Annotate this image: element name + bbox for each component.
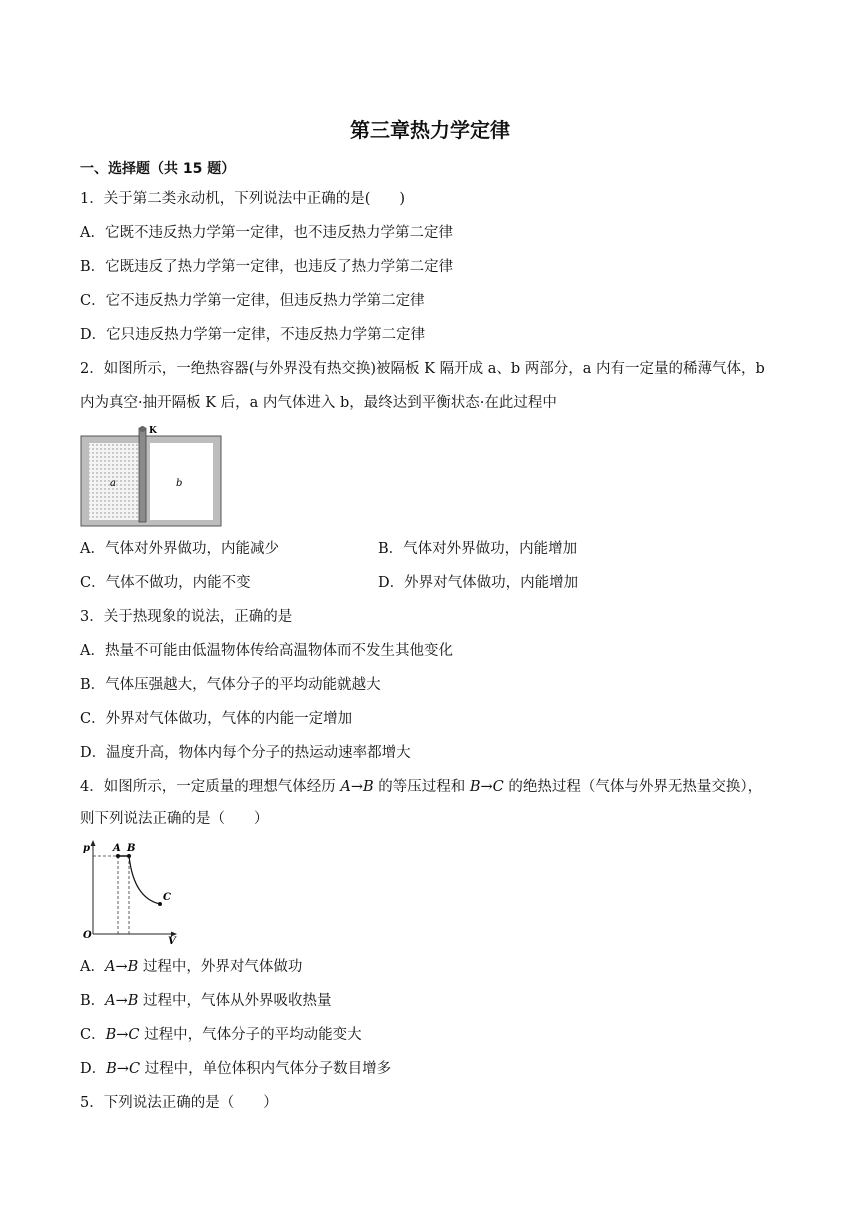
label-point-b: B bbox=[127, 843, 136, 854]
q3-option-c: C．外界对气体做功，气体的内能一定增加 bbox=[80, 711, 353, 727]
pv-diagram-figure bbox=[80, 838, 182, 946]
label-k: K bbox=[149, 426, 157, 436]
q2-stem-line2: 内为真空·抽开隔板 K 后，a 内气体进入 b，最终达到平衡状态·在此过程中 bbox=[80, 395, 557, 411]
q5-stem: 5．下列说法正确的是（ ） bbox=[80, 1095, 278, 1111]
q2-option-d: D．外界对气体做功，内能增加 bbox=[378, 575, 579, 591]
q2-option-b: B．气体对外界做功，内能增加 bbox=[378, 541, 578, 557]
point-b bbox=[127, 854, 131, 858]
q2-option-c: C．气体不做功，内能不变 bbox=[80, 575, 251, 591]
q4-stem-line1: 4．如图所示，一定质量的理想气体经历 A→B 的等压过程和 B→C 的绝热过程（气体与外界无热量交换）， bbox=[80, 779, 763, 795]
label-p: p bbox=[83, 843, 90, 854]
process-b-to-c bbox=[129, 856, 160, 904]
p-axis-arrow bbox=[91, 840, 96, 846]
q1-option-c: C．它不违反热力学第一定律，但违反热力学第二定律 bbox=[80, 293, 425, 309]
q1-option-a: A．它既不违反热力学第一定律，也不违反热力学第二定律 bbox=[80, 225, 453, 241]
label-b: b bbox=[176, 478, 183, 489]
q1-stem: 1．关于第二类永动机，下列说法中正确的是( ) bbox=[80, 191, 406, 207]
q4-option-b: B．A→B 过程中，气体从外界吸收热量 bbox=[80, 993, 332, 1009]
q2-option-a: A．气体对外界做功，内能减少 bbox=[80, 541, 279, 557]
q3-option-a: A．热量不可能由低温物体传给高温物体而不发生其他变化 bbox=[80, 643, 453, 659]
q3-option-d: D．温度升高，物体内每个分子的热运动速率都增大 bbox=[80, 745, 411, 761]
page-title: 第三章热力学定律 bbox=[350, 118, 510, 142]
partition-knob bbox=[140, 426, 146, 432]
q4-option-c: C．B→C 过程中，气体分子的平均动能变大 bbox=[80, 1027, 362, 1043]
q1-option-b: B．它既违反了热力学第一定律，也违反了热力学第二定律 bbox=[80, 259, 454, 275]
point-c bbox=[158, 902, 162, 906]
q3-stem: 3．关于热现象的说法，正确的是 bbox=[80, 609, 293, 625]
label-origin: O bbox=[83, 930, 92, 941]
q1-option-d: D．它只违反热力学第一定律，不违反热力学第二定律 bbox=[80, 327, 426, 343]
section-heading: 一、选择题（共 15 题） bbox=[80, 161, 236, 177]
q4-option-a: A．A→B 过程中，外界对气体做功 bbox=[80, 959, 303, 975]
q2-stem-line1: 2．如图所示，一绝热容器(与外界没有热交换)被隔板 K 隔开成 a、b 两部分，a 内有一定量的稀薄气体，b bbox=[80, 361, 765, 377]
insulated-container-figure bbox=[80, 424, 222, 528]
label-v: V bbox=[168, 936, 176, 946]
label-point-c: C bbox=[163, 892, 171, 903]
label-point-a: A bbox=[113, 843, 121, 854]
point-a bbox=[116, 854, 120, 858]
q3-option-b: B．气体压强越大，气体分子的平均动能就越大 bbox=[80, 677, 381, 693]
partition-k bbox=[139, 428, 146, 522]
q4-stem-line2: 则下列说法正确的是（ ） bbox=[80, 811, 269, 827]
q4-option-d: D．B→C 过程中，单位体积内气体分子数目增多 bbox=[80, 1061, 392, 1077]
label-a: a bbox=[110, 478, 116, 489]
